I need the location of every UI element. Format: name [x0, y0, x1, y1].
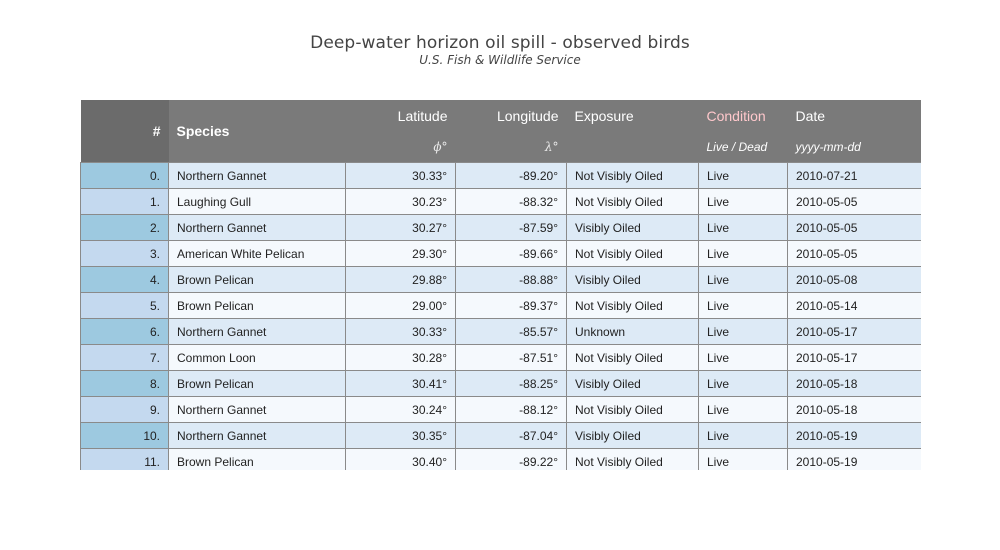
cell-date: 2010-05-18	[788, 397, 922, 423]
cell-date: 2010-05-14	[788, 293, 922, 319]
table-row	[81, 293, 922, 319]
cell-longitude: -88.12°	[456, 397, 567, 423]
table-row	[81, 215, 922, 241]
header-latitude: Latitude	[346, 100, 456, 131]
cell-date: 2010-05-17	[788, 319, 922, 345]
header-exposure: Exposure	[567, 100, 699, 131]
cell-index: 9.	[81, 397, 169, 423]
cell-condition: Live	[699, 449, 788, 471]
header-exposure-sub	[567, 131, 699, 163]
table-row	[81, 319, 922, 345]
chart-subtitle: U.S. Fish & Wildlife Service	[419, 53, 581, 67]
header-date-format: yyyy-mm-dd	[788, 131, 922, 163]
cell-index: 7.	[81, 345, 169, 371]
cell-exposure: Visibly Oiled	[567, 371, 699, 397]
table-body	[81, 163, 922, 471]
cell-index: 1.	[81, 189, 169, 215]
cell-date: 2010-07-21	[788, 163, 922, 189]
cell-species: American White Pelican	[169, 241, 346, 267]
header-index: #	[81, 100, 169, 163]
cell-latitude: 30.33°	[346, 319, 456, 345]
cell-index: 6.	[81, 319, 169, 345]
cell-latitude: 29.00°	[346, 293, 456, 319]
cell-exposure: Not Visibly Oiled	[567, 345, 699, 371]
chart-title: Deep-water horizon oil spill - observed birds	[310, 33, 690, 53]
cell-species: Laughing Gull	[169, 189, 346, 215]
cell-condition: Live	[699, 293, 788, 319]
cell-condition: Live	[699, 319, 788, 345]
header-condition: Condition	[699, 100, 788, 131]
cell-longitude: -85.57°	[456, 319, 567, 345]
cell-longitude: -89.66°	[456, 241, 567, 267]
table-row	[81, 163, 922, 189]
cell-date: 2010-05-19	[788, 423, 922, 449]
cell-index: 3.	[81, 241, 169, 267]
cell-condition: Live	[699, 423, 788, 449]
cell-index: 0.	[81, 163, 169, 189]
header-condition-sub: Live / Dead	[699, 131, 788, 163]
cell-condition: Live	[699, 163, 788, 189]
cell-exposure: Visibly Oiled	[567, 215, 699, 241]
cell-species: Brown Pelican	[169, 293, 346, 319]
cell-exposure: Not Visibly Oiled	[567, 449, 699, 471]
cell-latitude: 29.30°	[346, 241, 456, 267]
header-species: Species	[169, 100, 346, 163]
header-latitude-unit: ϕ°	[346, 131, 456, 163]
cell-species: Brown Pelican	[169, 267, 346, 293]
cell-longitude: -89.22°	[456, 449, 567, 471]
cell-exposure: Visibly Oiled	[567, 423, 699, 449]
cell-condition: Live	[699, 371, 788, 397]
cell-index: 8.	[81, 371, 169, 397]
cell-date: 2010-05-17	[788, 345, 922, 371]
table-header	[81, 100, 922, 163]
cell-condition: Live	[699, 189, 788, 215]
table-row	[81, 371, 922, 397]
cell-date: 2010-05-08	[788, 267, 922, 293]
cell-latitude: 30.40°	[346, 449, 456, 471]
cell-latitude: 30.41°	[346, 371, 456, 397]
cell-species: Northern Gannet	[169, 397, 346, 423]
cell-index: 11.	[81, 449, 169, 471]
cell-condition: Live	[699, 241, 788, 267]
cell-longitude: -89.37°	[456, 293, 567, 319]
cell-index: 4.	[81, 267, 169, 293]
cell-species: Northern Gannet	[169, 163, 346, 189]
cell-exposure: Not Visibly Oiled	[567, 241, 699, 267]
cell-longitude: -88.32°	[456, 189, 567, 215]
cell-condition: Live	[699, 267, 788, 293]
cell-longitude: -87.51°	[456, 345, 567, 371]
cell-exposure: Not Visibly Oiled	[567, 163, 699, 189]
bird-observations-table	[80, 100, 921, 470]
header-row	[81, 100, 922, 131]
table-row	[81, 241, 922, 267]
table-row	[81, 397, 922, 423]
cell-latitude: 30.28°	[346, 345, 456, 371]
cell-latitude: 30.35°	[346, 423, 456, 449]
cell-species: Northern Gannet	[169, 215, 346, 241]
cell-longitude: -88.88°	[456, 267, 567, 293]
cell-species: Brown Pelican	[169, 371, 346, 397]
cell-longitude: -88.25°	[456, 371, 567, 397]
cell-date: 2010-05-05	[788, 241, 922, 267]
cell-latitude: 30.23°	[346, 189, 456, 215]
cell-species: Northern Gannet	[169, 319, 346, 345]
cell-exposure: Unknown	[567, 319, 699, 345]
table-row	[81, 267, 922, 293]
cell-exposure: Not Visibly Oiled	[567, 293, 699, 319]
cell-exposure: Visibly Oiled	[567, 267, 699, 293]
cell-index: 5.	[81, 293, 169, 319]
header-longitude-unit: λ°	[456, 131, 567, 163]
table-row	[81, 423, 922, 449]
cell-longitude: -89.20°	[456, 163, 567, 189]
header-date: Date	[788, 100, 922, 131]
table-row	[81, 449, 922, 471]
cell-index: 10.	[81, 423, 169, 449]
table-row	[81, 189, 922, 215]
cell-latitude: 29.88°	[346, 267, 456, 293]
cell-species: Common Loon	[169, 345, 346, 371]
cell-date: 2010-05-05	[788, 215, 922, 241]
cell-condition: Live	[699, 215, 788, 241]
cell-date: 2010-05-19	[788, 449, 922, 471]
cell-latitude: 30.33°	[346, 163, 456, 189]
cell-species: Brown Pelican	[169, 449, 346, 471]
cell-condition: Live	[699, 345, 788, 371]
cell-species: Northern Gannet	[169, 423, 346, 449]
cell-condition: Live	[699, 397, 788, 423]
cell-longitude: -87.59°	[456, 215, 567, 241]
cell-longitude: -87.04°	[456, 423, 567, 449]
table-row	[81, 345, 922, 371]
cell-exposure: Not Visibly Oiled	[567, 397, 699, 423]
cell-index: 2.	[81, 215, 169, 241]
header-longitude: Longitude	[456, 100, 567, 131]
cell-date: 2010-05-18	[788, 371, 922, 397]
cell-date: 2010-05-05	[788, 189, 922, 215]
data-table	[80, 100, 921, 470]
cell-latitude: 30.24°	[346, 397, 456, 423]
cell-exposure: Not Visibly Oiled	[567, 189, 699, 215]
cell-latitude: 30.27°	[346, 215, 456, 241]
